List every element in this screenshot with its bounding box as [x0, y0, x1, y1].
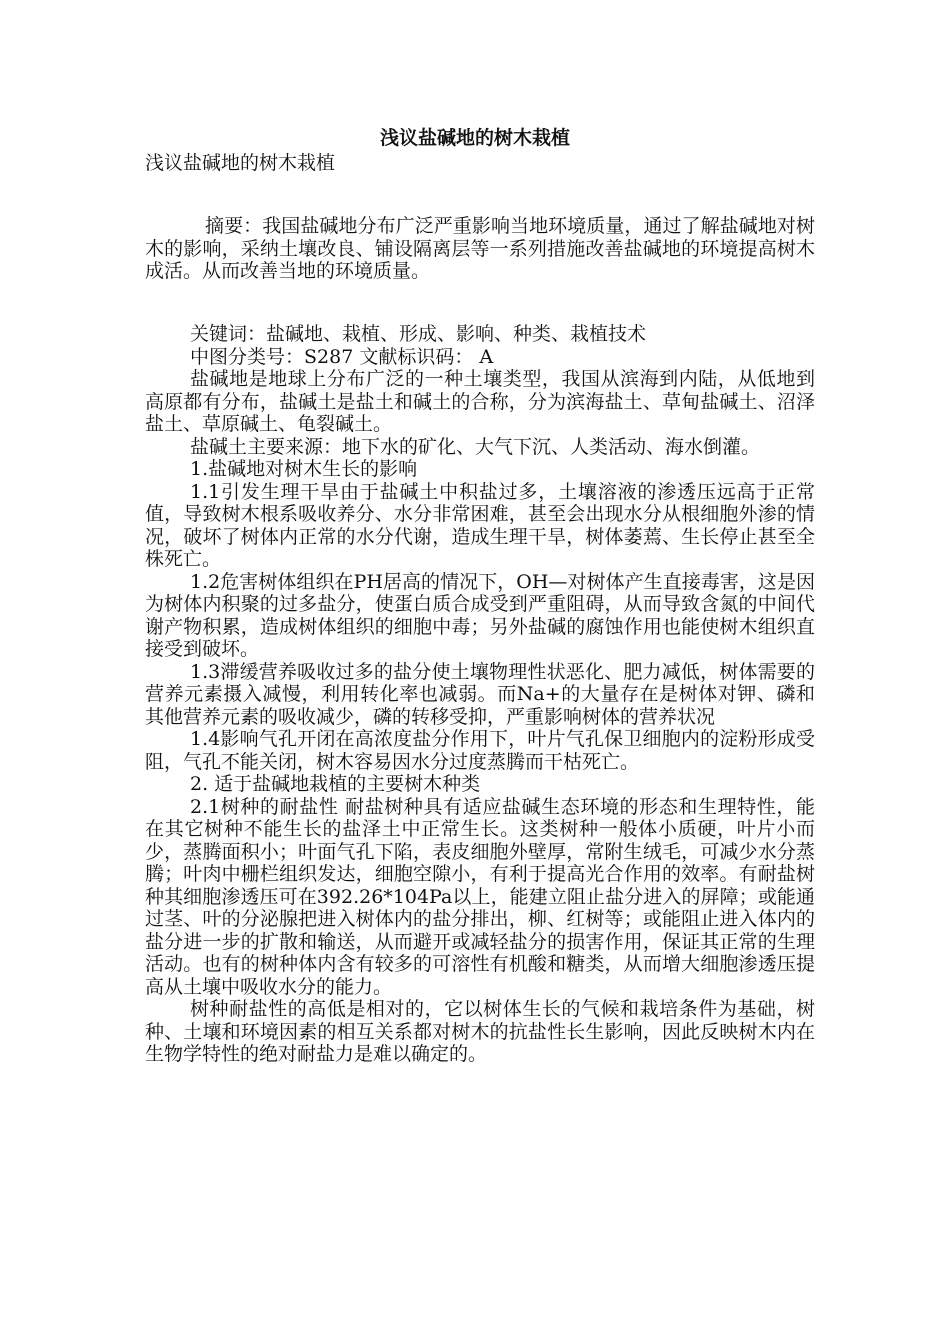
body-paragraph: 1.1引发生理干旱由于盐碱土中积盐过多，土壤溶液的渗透压远高于正常值，导致树木根系吸收养分、水分非常困难，甚至会出现水分从根细胞外渗的情况，破坏了树体内正常的水分代谢，造成生理干旱，树体萎蔫、生长停止甚至全株死亡。 [145, 480, 815, 570]
classification-line: 中图分类号：S287 文献标识码： A [190, 345, 494, 368]
section-heading: 2. 适于盐碱地栽植的主要树木种类 [190, 773, 481, 795]
body-paragraph: 1.3滞缓营养吸收过多的盐分使土壤物理性状恶化、肥力减低，树体需要的营养元素摄入减慢，利用转化率也减弱。而Na+的大量存在是树体对钾、磷和其他营养元素的吸收减少，磷的转移受抑，严重影响树体的营养状况 [145, 660, 815, 728]
body-paragraph: 树种耐盐性的高低是相对的，它以树体生长的气候和栽培条件为基础，树种、土壤和环境因素的相互关系都对树木的抗盐性长生影响，因此反映树木内在生物学特性的绝对耐盐力是难以确定的。 [145, 998, 815, 1065]
abstract-paragraph: 摘要：我国盐碱地分布广泛严重影响当地环境质量，通过了解盐碱地对树木的影响，采纳土壤改良、铺设隔离层等一系列措施改善盐碱地的环境提高树木成活。从而改善当地的环境质量。 [145, 215, 815, 282]
document-body [145, 152, 815, 1066]
body-paragraph: 盐碱土主要来源：地下水的矿化、大气下沉、人类活动、海水倒灌。 [190, 435, 761, 458]
keywords-line: 关键词：盐碱地、栽植、形成、影响、种类、栽植技术 [190, 323, 647, 345]
body-paragraph: 1.2危害树体组织在PH居高的情况下，OH—对树体产生直接毒害，这是因为树体内积聚的过多盐分，使蛋白质合成受到严重阻碍，从而导致含氮的中间代谢产物积累，造成树体组织的细胞中毒；另外盐碱的腐蚀作用也能使树木组织直接受到破坏。 [145, 570, 815, 660]
body-paragraph: 2.1树种的耐盐性 耐盐树种具有适应盐碱生态环境的形态和生理特性，能在其它树种不能生长的盐泽土中正常生长。这类树种一般体小质硬，叶片小而少，蒸腾面积小；叶面气孔下陷，表皮细胞外壁厚，常附生绒毛，可减少水分蒸腾；叶肉中栅栏组织发达，细胞空隙小，有利于提高光合作用的效率。有耐盐树种其细胞渗透压可在392.26*104Pa以上，能建立阻止盐分进入的屏障；或能通过茎、叶的分泌腺把进入树体内的盐分排出，柳、红树等；或能阻止进入体内的盐分进一步的扩散和输送，从而避开或减轻盐分的损害作用，保证其正常的生理活动。也有的树种体内含有较多的可溶性有机酸和糖类，从而增大细胞渗透压提高从土壤中吸收水分的能力。 [145, 795, 815, 998]
document-title: 浅议盐碱地的树木栽植 [379, 127, 570, 149]
section-heading: 1.盐碱地对树木生长的影响 [190, 458, 418, 480]
body-paragraph: 盐碱地是地球上分布广泛的一种土壤类型，我国从滨海到内陆，从低地到高原都有分布，盐碱土是盐土和碱土的合称，分为滨海盐土、草甸盐碱土、沼泽盐土、草原碱土、龟裂碱土。 [145, 368, 815, 435]
subtitle: 浅议盐碱地的树木栽植 [145, 152, 336, 174]
body-paragraph: 1.4影响气孔开闭在高浓度盐分作用下，叶片气孔保卫细胞内的淀粉形成受阻，气孔不能关闭，树木容易因水分过度蒸腾而干枯死亡。 [145, 728, 815, 773]
